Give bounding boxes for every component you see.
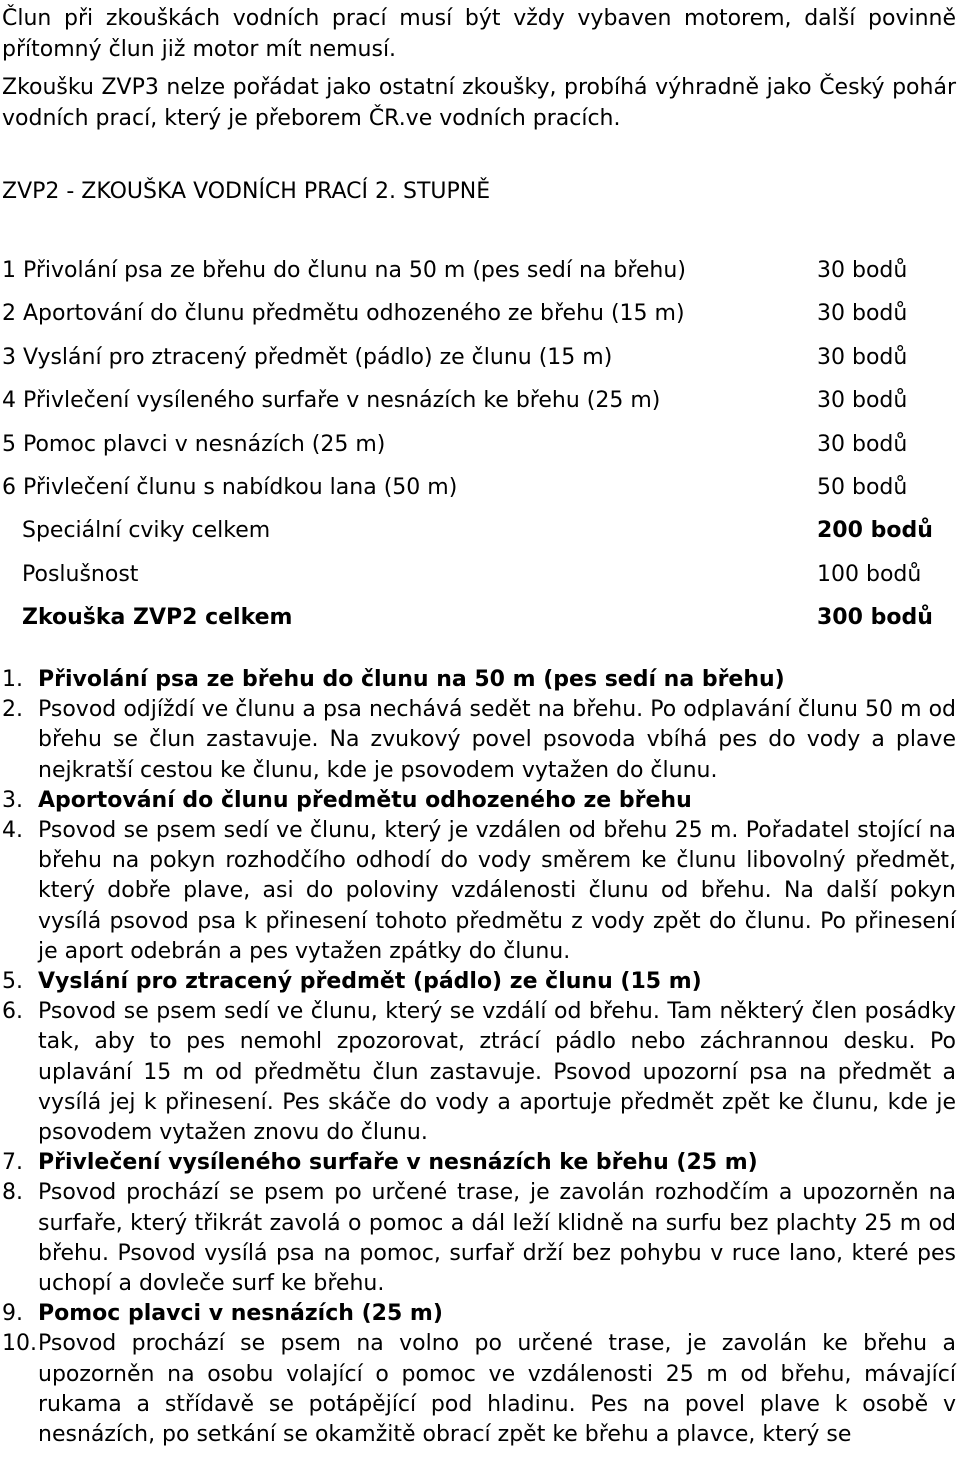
list-item-text: Psovod prochází se psem na volno po určené trase, je zavolán ke břehu a upozorněn na osobu volající o pomoc ve vzdálenosti 25 m od břehu, mávající rukama a střídavě se potápějící pod hladinu. Pes na povel plave k osobě v nesnázích, po setkání se okamžitě obrací zpět ke břehu a plavce, který se (38, 1331, 956, 1448)
list-number: 1. (2, 667, 23, 692)
list-item-title: Přivlečení vysíleného surfaře v nesnázích ke břehu (25 m) (38, 1150, 758, 1176)
list-number: 8. (2, 1180, 23, 1206)
exercise-list (0, 665, 960, 1450)
list-number: 7. (2, 1150, 23, 1176)
score-label: Poslušnost (22, 561, 139, 587)
list-item-title: Vyslání pro ztracený předmět (pádlo) ze člunu (15 m) (38, 969, 702, 995)
score-table (0, 252, 960, 643)
score-row (0, 426, 960, 469)
score-row (0, 599, 960, 642)
score-points: 30 bodů (817, 344, 908, 370)
score-label: 1 Přivolání psa ze břehu do člunu na 50 m (pes sedí na břehu) (2, 258, 686, 283)
score-row (0, 382, 960, 425)
score-row (0, 556, 960, 599)
list-number: 5. (2, 969, 23, 995)
score-row (0, 469, 960, 512)
list-item (0, 967, 960, 997)
score-points: 30 bodů (817, 388, 908, 414)
list-number: 3. (2, 787, 23, 813)
score-label: Zkouška ZVP2 celkem (22, 605, 293, 631)
list-item (0, 1178, 960, 1299)
score-points: 50 bodů (817, 474, 908, 500)
list-number: 9. (2, 1301, 23, 1327)
score-label: 4 Přivlečení vysíleného surfaře v nesnázích ke břehu (25 m) (2, 388, 661, 414)
score-label: 5 Pomoc plavci v nesnázích (25 m) (2, 431, 386, 457)
score-points: 100 bodů (817, 561, 922, 587)
score-points: 200 bodů (817, 518, 933, 544)
score-points: 300 bodů (817, 605, 933, 631)
list-item (0, 695, 960, 786)
score-row (0, 252, 960, 295)
list-item-title: Aportování do člunu předmětu odhozeného ze břehu (38, 787, 692, 813)
list-item (0, 1329, 960, 1450)
intro-paragraph-1: Člun při zkouškách vodních prací musí být vždy vybaven motorem, další povinně přítomný člun již motor mít nemusí. (2, 6, 956, 62)
list-item (0, 665, 960, 695)
list-item-text: Psovod se psem sedí ve člunu, který je vzdálen od břehu 25 m. Pořadatel stojící na břehu na pokyn rozhodčího odhodí do vody směrem ke člunu libovolný předmět, který dobře plave, asi do poloviny vzdálenosti člunu od břehu. Na další pokyn vysílá psovod psa k přinesení tohoto předmětu z vody zpět do člunu. Po přinesení je aport odebrán a pes vytažen zpátky do člunu. (38, 818, 956, 964)
list-number: 4. (2, 818, 23, 844)
list-item-text: Psovod se psem sedí ve člunu, který se vzdálí od břehu. Tam některý člen posádky tak, aby to pes nemohl zpozorovat, ztrácí pádlo nebo záchrannou desku. Po uplavání 15 m od předmětu člun zastavuje. Psovod upozorní psa na předmět a vysílá jej k přinesení. Pes skáče do vody a aportuje předmět zpět ke člunu, kde je psovodem vytažen znovu do člunu. (38, 999, 956, 1146)
list-item-text: Psovod prochází se psem po určené trase, je zavolán rozhodčím a upozorněn na surfaře, který třikrát zavolá o pomoc a dál leží klidně na surfu bez plachty 25 m od břehu. Psovod vysílá psa na pomoc, surfař drží bez pohybu v ruce lano, které pes uchopí a dovleče surf ke břehu. (38, 1180, 956, 1297)
score-row (0, 295, 960, 338)
score-label: 2 Aportování do člunu předmětu odhozeného ze břehu (15 m) (2, 301, 685, 327)
list-item (0, 1148, 960, 1178)
score-label: Speciální cviky celkem (22, 518, 271, 544)
score-points: 30 bodů (817, 301, 908, 327)
list-number: 6. (2, 999, 23, 1025)
list-item-title: Přivolání psa ze břehu do člunu na 50 m (pes sedí na břehu) (38, 667, 785, 692)
list-item (0, 997, 960, 1148)
list-item (0, 816, 960, 967)
list-item (0, 1299, 960, 1329)
score-points: 30 bodů (817, 431, 908, 457)
section-heading: ZVP2 - ZKOUŠKA VODNÍCH PRACÍ 2. STUPNĚ (2, 179, 491, 204)
score-row (0, 339, 960, 382)
list-item-title: Pomoc plavci v nesnázích (25 m) (38, 1301, 443, 1327)
score-row (0, 512, 960, 555)
list-item (0, 786, 960, 816)
intro-paragraph-2: Zkoušku ZVP3 nelze pořádat jako ostatní zkoušky, probíhá výhradně jako Český pohár vodních prací, který je přeborem ČR.ve vodních pracích. (2, 75, 956, 131)
score-label: 3 Vyslání pro ztracený předmět (pádlo) ze člunu (15 m) (2, 344, 613, 370)
list-number: 10. (2, 1331, 37, 1357)
list-number: 2. (2, 697, 23, 723)
score-points: 30 bodů (817, 258, 908, 283)
list-item-text: Psovod odjíždí ve člunu a psa nechává sedět na břehu. Po odplavání člunu 50 m od břehu se člun zastavuje. Na zvukový povel psovoda vbíhá pes do vody a plave nejkratší cestou ke člunu, kde je psovodem vytažen do člunu. (38, 697, 956, 783)
score-label: 6 Přivlečení člunu s nabídkou lana (50 m) (2, 474, 458, 500)
